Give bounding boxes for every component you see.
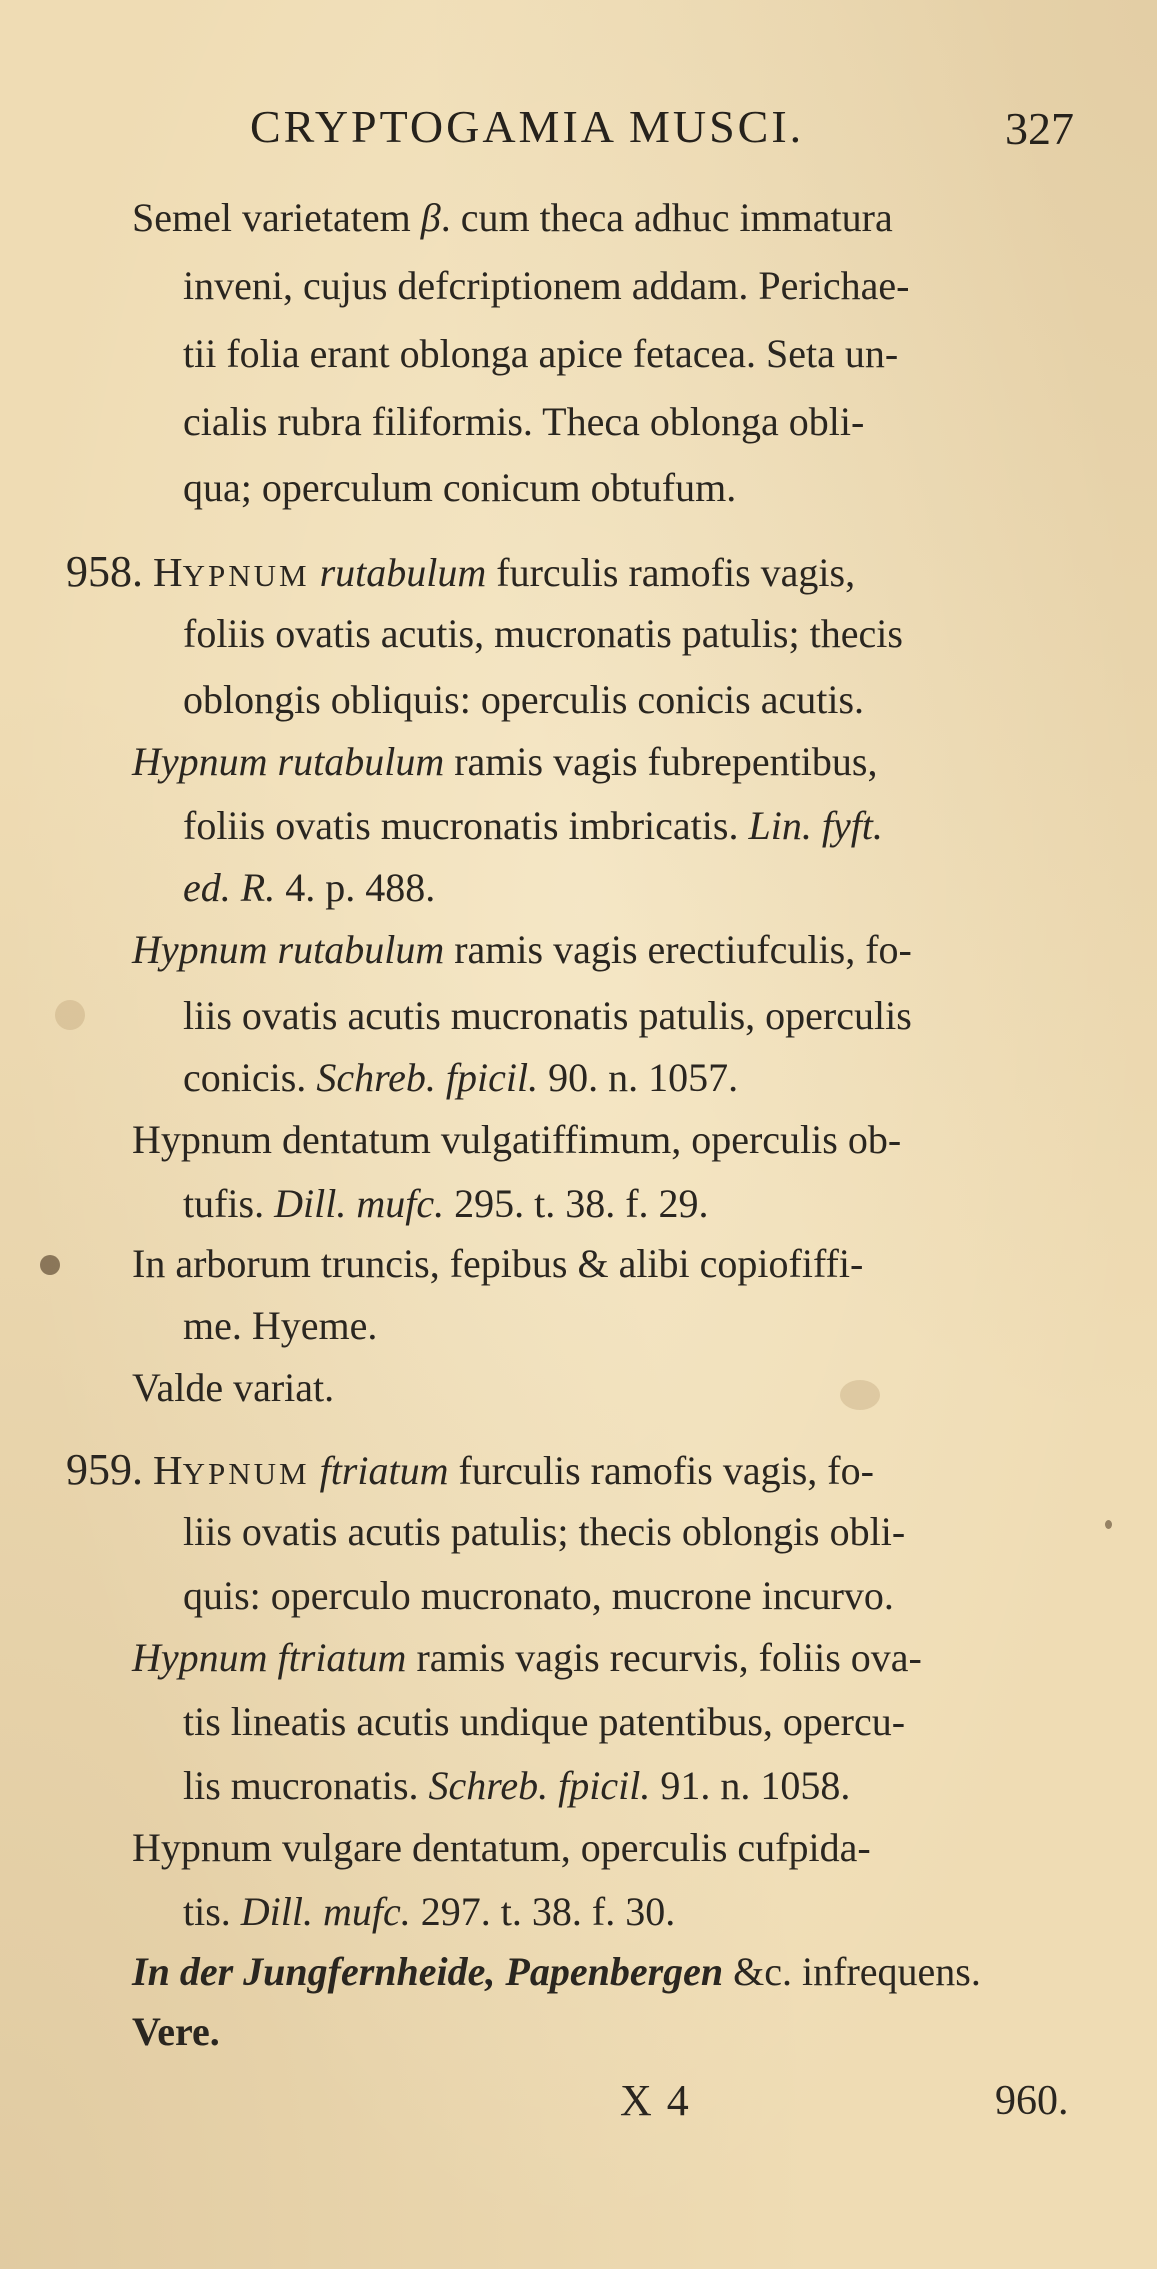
entry-number: 958. <box>66 547 143 596</box>
synonym-name: Hypnum ftriatum <box>132 1635 407 1680</box>
text-line: tii folia erant oblonga apice fetacea. Seta un- <box>183 331 899 376</box>
text-fragment: . cum theca adhuc immatura <box>440 195 893 240</box>
text-line <box>132 192 893 244</box>
paper-stain <box>55 1000 85 1030</box>
text-line: me. Hyeme. <box>183 1303 378 1348</box>
text-line: liis ovatis acutis patulis; thecis oblongis obli- <box>183 1509 906 1554</box>
text-line: oblongis obliquis: operculis conicis acutis. <box>183 677 865 722</box>
reference: ed. R. <box>183 865 276 910</box>
reference: Schreb. fpicil. <box>428 1763 651 1808</box>
synonym-line <box>132 1632 922 1684</box>
reference: Lin. fyft. <box>748 803 883 848</box>
text-fragment: 297. t. 38. f. 30. <box>410 1889 676 1934</box>
genus-initial: H <box>153 549 183 595</box>
text-fragment: &c. infrequens. <box>723 1949 981 1994</box>
entry-958-heading <box>66 546 855 602</box>
text-line: quis: operculo mucronato, mucrone incurvo. <box>183 1573 894 1618</box>
running-title: CRYPTOGAMIA MUSCI. <box>250 101 805 152</box>
text-fragment: 90. n. 1057. <box>538 1055 739 1100</box>
text-fragment: ramis vagis fubrepentibus, <box>444 739 878 784</box>
text-fragment: lis mucronatis. <box>183 1763 429 1808</box>
text-fragment: ramis vagis erectiufculis, fo- <box>444 927 912 972</box>
genus-name: YPNUM <box>182 558 310 593</box>
text-line: qua; operculum conicum obtufum. <box>183 465 737 510</box>
synonym-line: Hypnum dentatum vulgatiffimum, operculis ob- <box>132 1117 902 1162</box>
habitat-line: In arborum truncis, fepibus & alibi copiofiffi- <box>132 1241 864 1286</box>
text-line: liis ovatis acutis mucronatis patulis, operculis <box>183 993 912 1038</box>
page-number: 327 <box>1005 103 1074 154</box>
text-line: tis lineatis acutis undique patentibus, opercu- <box>183 1699 906 1744</box>
species-name: ftriatum <box>319 1448 449 1493</box>
synonym-line <box>132 924 912 976</box>
habitat-line <box>132 1946 981 1998</box>
text-line <box>183 1052 738 1104</box>
text-line: inveni, cujus defcriptionem addam. Perichae- <box>183 263 910 308</box>
synonym-line: Hypnum vulgare dentatum, operculis cufpida- <box>132 1825 871 1870</box>
catchword: 960. <box>995 2078 1069 2124</box>
text-line <box>183 1178 709 1230</box>
synonym-name: Hypnum rutabulum <box>132 927 445 972</box>
text-fragment: ramis vagis recurvis, foliis ova- <box>406 1635 922 1680</box>
genus-name: YPNUM <box>182 1456 310 1491</box>
signature-mark: X 4 <box>620 2076 691 2125</box>
locality: In der Jungfernheide, Papenbergen <box>132 1949 724 1994</box>
text-fragment: conicis. <box>183 1055 317 1100</box>
text-fragment: tis. <box>183 1889 241 1934</box>
reference: Schreb. fpicil. <box>316 1055 539 1100</box>
text-fragment: Semel varietatem <box>132 195 421 240</box>
synonym-name: Hypnum rutabulum <box>132 739 445 784</box>
text-fragment: furculis ramofis vagis, fo- <box>448 1448 874 1493</box>
text-line <box>183 1886 675 1938</box>
text-line: cialis rubra filiformis. Theca oblonga obli- <box>183 399 865 444</box>
entry-959-heading <box>66 1444 874 1500</box>
season: Vere. <box>132 2009 220 2054</box>
text-line <box>132 2006 220 2058</box>
text-fragment: 295. t. 38. f. 29. <box>444 1181 709 1226</box>
text-fragment: tufis. <box>183 1181 275 1226</box>
paper-stain <box>840 1380 880 1410</box>
text-fragment: furculis ramofis vagis, <box>486 550 856 595</box>
text-fragment: β <box>420 195 441 240</box>
note-line: Valde variat. <box>132 1365 335 1410</box>
text-line <box>183 800 883 852</box>
text-fragment: 4. p. 488. <box>275 865 436 910</box>
text-line: foliis ovatis acutis, mucronatis patulis; thecis <box>183 611 903 656</box>
text-line <box>183 862 435 914</box>
reference: Dill. mufc. <box>274 1181 445 1226</box>
entry-number: 959. <box>66 1445 143 1494</box>
paper-stain <box>1105 1520 1112 1529</box>
species-name: rutabulum <box>319 550 487 595</box>
reference: Dill. mufc. <box>240 1889 411 1934</box>
synonym-line <box>132 736 877 788</box>
text-fragment: 91. n. 1058. <box>650 1763 851 1808</box>
text-line <box>183 1760 850 1812</box>
genus-initial: H <box>153 1447 183 1493</box>
paper-stain <box>40 1255 60 1275</box>
text-fragment: foliis ovatis mucronatis imbricatis. <box>183 803 749 848</box>
